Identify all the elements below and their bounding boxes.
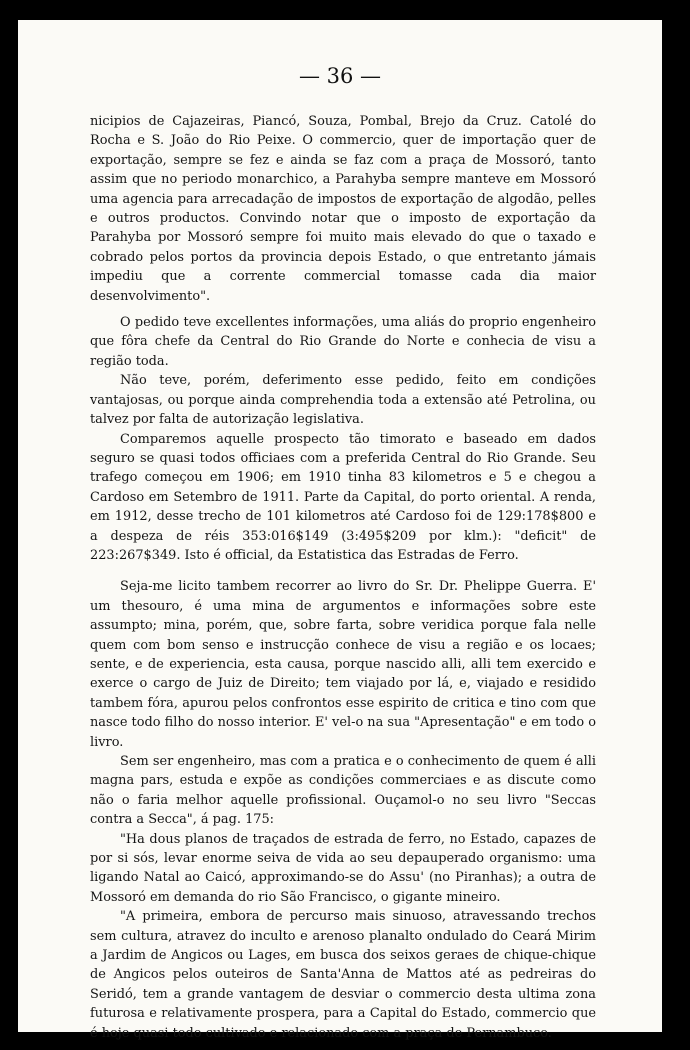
paragraph-1: nicipios de Cajazeiras, Piancó, Souza, Pombal, Brejo da Cruz. Catolé do Rocha e S. João do Rio Peixe. O commercio, quer de importação quer de exportação, sempre se fez e ainda se faz com a praça de Mossoró, tanto assim que no periodo monarchico, a Parahyba sempre manteve em Mossoró uma agencia para arrecadação de impostos de exportação de algodão, pelles e outros productos. Convindo notar que o imposto de exportação da Parahyba por Mossoró sempre foi muito mais elevado do que o taxado e cobrado pelos portos da provincia depois Estado, o que entretanto jámais impediu que a corrente commercial tomasse cada dia maior desenvolvimento". bbox=[90, 114, 596, 304]
paragraph-2: O pedido teve excellentes informações, uma aliás do proprio engenheiro que fôra chefe da Central do Rio Grande do Norte e conhecia de visu a região toda. bbox=[90, 315, 596, 369]
paragraph-5: Seja-me licito tambem recorrer ao livro do Sr. Dr. Phelippe Guerra. E' um thesouro, é uma mina de argumentos e informações sobre este assumpto; mina, porém, que, sobre farta, sobre veridica porque fala nelle quem com bom senso e instrucção conhece de visu a região e os locaes; sente, e de experiencia, esta causa, porque nascido alli, alli tem exercido e exerce o cargo de Juiz de Direito; tem viajado por lá, e, viajado e residido tambem fóra, apurou pelos confrontos esse espirito de critica e tino com que nasce todo filho do nosso interior. E' vel-o na sua "Apresentação" e em todo o livro. bbox=[90, 579, 596, 750]
book-page bbox=[18, 20, 662, 1041]
body-text bbox=[90, 112, 596, 1043]
paragraph-6: Sem ser engenheiro, mas com a pratica e o conhecimento de quem é alli magna pars, estuda e expõe as condições commerciaes e as discute como não o faria melhor aquelle profissional. Ouçamol-o no seu livro "Seccas contra a Secca", á pag. 175: bbox=[90, 754, 596, 828]
paragraph-4: Comparemos aquelle prospecto tão timorato e baseado em dados seguro se quasi todos officiaes com a preferida Central do Rio Grande. Seu trafego começou em 1906; em 1910 tinha 83 kilometros e 5 e chegou a Cardoso em Setembro de 1911. Parte da Capital, do porto oriental. A renda, em 1912, desse trecho de 101 kilometros até Cardoso foi de 129:178$800 e a despeza de réis 353:016$149 (3:495$209 por klm.): "deficit" de 223:267$349. Isto é official, da Estatistica das Estradas de Ferro. bbox=[90, 431, 596, 563]
paragraph-8: "A primeira, embora de percurso mais sinuoso, atravessando trechos sem cultura, atravez do inculto e arenoso planalto ondulado do Ceará Mirim a Jardim de Angicos ou Lages, em busca dos seixos geraes de chique-chique de Angicos pelos outeiros de Santa'Anna de Mattos até as pedreiras do Seridó, tem a grande vantagem de desviar o commercio desta ultima zona futurosa e relativamente prospera, para a Capital do Estado, commercio que é hoje quasi todo cultivado e relacionado com a praça de Pernambuco. bbox=[90, 909, 596, 1041]
paragraph-3: Não teve, porém, deferimento esse pedido, feito em condições vantajosas, ou porque ainda comprehendia toda a extensão até Petrolina, ou talvez por falta de autorização legislativa. bbox=[90, 373, 596, 428]
page-number: — 36 — bbox=[298, 64, 382, 88]
paragraph-7: "Ha dous planos de traçados de estrada de ferro, no Estado, capazes de por si sós, levar enorme seiva de vida ao seu depauperado organismo: uma ligando Natal ao Caicó, approximando-se do Assu' (no Piranhas); a outra de Mossoró em demanda do rio São Francisco, o gigante mineiro. bbox=[90, 831, 596, 905]
